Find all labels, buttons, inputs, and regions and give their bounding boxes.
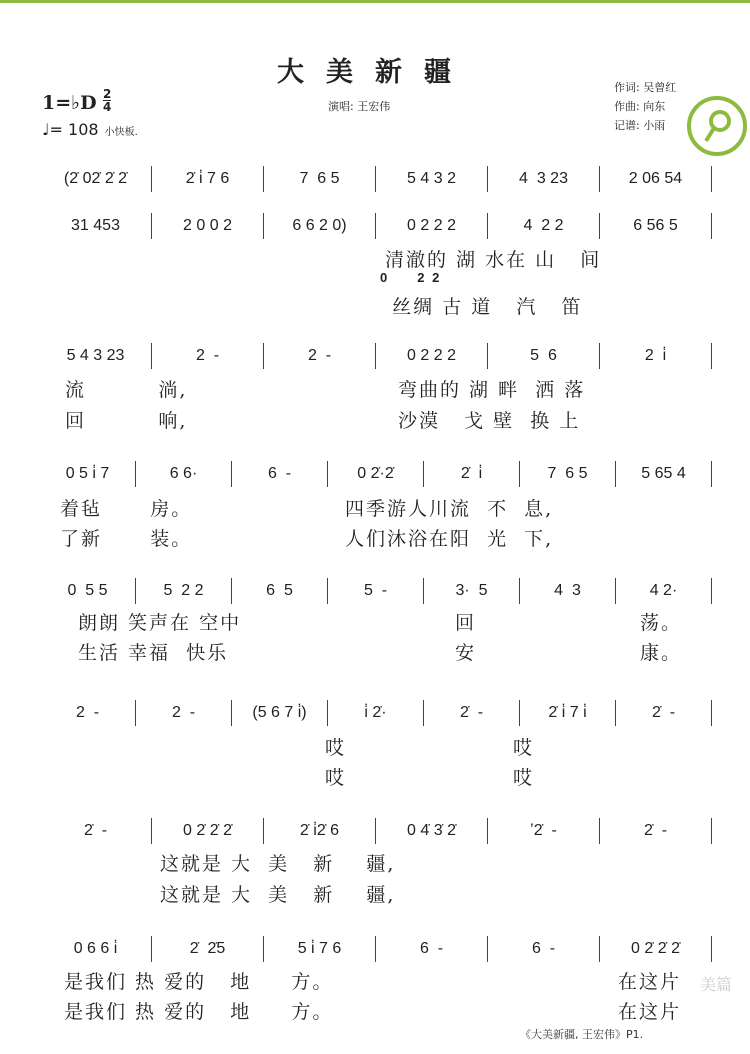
measure: 2 -	[152, 343, 264, 369]
measure: 2̇ -	[600, 818, 712, 844]
composer: 作曲: 向东	[614, 100, 666, 113]
measure: 3· 5	[424, 578, 520, 604]
measure: 7 6 5	[520, 461, 616, 487]
pickup-notes: 0 2 2	[380, 270, 442, 285]
measure: 6 -	[488, 936, 600, 962]
time-top: 2	[103, 87, 112, 101]
measure: 0 5 i̇ 7	[40, 461, 136, 487]
lyric-line: 在这片	[618, 971, 682, 993]
measure: 2 -	[136, 700, 232, 726]
lyric-line: 哎	[513, 737, 535, 759]
measure: i̇ 2̇·	[328, 700, 424, 726]
lyric-line: 哎	[325, 737, 347, 759]
measure: 0 2 2 2	[376, 213, 488, 239]
measure: 6 6 2 0)	[264, 213, 376, 239]
top-accent-bar	[0, 0, 750, 3]
measure: 2̇ -	[616, 700, 712, 726]
time-bottom: 4	[103, 100, 112, 114]
lyric-line: 人们沐浴在阳 光 下,	[345, 528, 554, 550]
measure: 6 5	[232, 578, 328, 604]
lyric-line: 清澈的 湖 水在 山 间	[385, 249, 602, 271]
lyric-line: 弯曲的 湖 畔 洒 落	[398, 379, 586, 401]
staff-row	[40, 578, 712, 604]
lyric-line: 这就是 大 美 新 疆,	[160, 884, 396, 906]
tempo	[42, 120, 138, 139]
lyric-line: 着毡 房。	[60, 498, 193, 520]
measure: 0 6 6 i̇	[40, 936, 152, 962]
measure: 6 -	[376, 936, 488, 962]
measure: 4 3	[520, 578, 616, 604]
lyric-line: 康。	[640, 642, 683, 664]
lyric-line: 流 淌,	[65, 379, 188, 401]
staff-row	[40, 343, 712, 369]
measure: 0 4̇ 3̇ 2̇	[376, 818, 488, 844]
measure: 2 0 0 2	[152, 213, 264, 239]
measure: 4 3 23	[488, 166, 600, 192]
lyric-line: 回 响,	[65, 410, 188, 432]
staff-row	[40, 166, 712, 192]
measure: 4 2 2	[488, 213, 600, 239]
measure: 5 6	[488, 343, 600, 369]
watermark: 美篇	[700, 975, 733, 994]
measure: 6 -	[232, 461, 328, 487]
lyricist: 作词: 吴曾红	[614, 81, 677, 94]
time-signature	[103, 88, 111, 113]
staff-row	[40, 461, 712, 487]
measure: 2 -	[40, 700, 136, 726]
measure: 2̇ i̇2̇ 6	[264, 818, 376, 844]
lyric-line: 朗朗 笑声在 空中	[78, 612, 242, 634]
measure: 5 -	[328, 578, 424, 604]
measure: 5 4 3 2	[376, 166, 488, 192]
page-footer: 《大美新疆, 王宏伟》P1.	[520, 1028, 644, 1041]
lyric-line: 生活 幸福 快乐	[78, 642, 229, 664]
measure: 5 2 2	[136, 578, 232, 604]
lyric-line: 哎	[325, 767, 347, 789]
measure: 2̇ i̇	[424, 461, 520, 487]
lyric-line: 安	[455, 642, 477, 664]
staff-row	[40, 213, 712, 239]
measure: 6 56 5	[600, 213, 712, 239]
measure: (5 6 7 i̇)	[232, 700, 328, 726]
measure: 2̇ -	[424, 700, 520, 726]
measure: 5 65 4	[616, 461, 712, 487]
lyric-line: 荡。	[640, 612, 683, 634]
measure: 0 2̇ 2̇ 2̇	[152, 818, 264, 844]
lyric-line: 在这片	[618, 1001, 682, 1023]
measure: 2 -	[264, 343, 376, 369]
singer: 演唱: 王宏伟	[328, 100, 391, 113]
tempo-marking: 小快板.	[104, 127, 138, 138]
player-logo-icon[interactable]	[686, 95, 748, 157]
song-title: 大美新疆	[277, 57, 473, 88]
lyric-line: 哎	[513, 767, 535, 789]
lyric-line: 是我们 热 爱的 地 方。	[64, 1001, 334, 1023]
measure: 4 2·	[616, 578, 712, 604]
measure: 2 06 54	[600, 166, 712, 192]
lyric-line: 了新 装。	[60, 528, 193, 550]
credits	[614, 78, 676, 135]
measure: 0 5 5	[40, 578, 136, 604]
measure: (2̇ 02̇ 2̇ 2̇	[40, 166, 152, 192]
key-signature: 1=♭D	[42, 92, 97, 114]
staff-row	[40, 818, 712, 844]
measure: 2̇ 2̇5	[152, 936, 264, 962]
measure: 2 i̇	[600, 343, 712, 369]
lyric-line: 丝绸 古 道 汽 笛	[360, 296, 583, 318]
staff-row	[40, 700, 712, 726]
lyric-line: 是我们 热 爱的 地 方。	[64, 971, 334, 993]
measure: 5 4 3 23	[40, 343, 152, 369]
transcriber: 记谱: 小雨	[614, 119, 666, 132]
measure: 2̇ -	[40, 818, 152, 844]
measure: 2̇ i̇ 7 i̇	[520, 700, 616, 726]
measure: 0 2̇·2̇	[328, 461, 424, 487]
tempo-value: ♩= 108	[42, 120, 99, 139]
measure: 2̇ i̇ 7 6	[152, 166, 264, 192]
lyric-line: 四季游人川流 不 息,	[345, 498, 554, 520]
lyric-line: 回	[455, 612, 477, 634]
measure: 5 i̇ 7 6	[264, 936, 376, 962]
measure: ʼ2̇ -	[488, 818, 600, 844]
measure: 0 2 2 2	[376, 343, 488, 369]
lyric-line: 这就是 大 美 新 疆,	[160, 853, 396, 875]
measure: 0 2̇ 2̇ 2̇	[600, 936, 712, 962]
staff-row	[40, 936, 712, 962]
measure: 6 6·	[136, 461, 232, 487]
measure: 31 453	[40, 213, 152, 239]
lyric-line: 沙漠 戈 壁 换 上	[398, 410, 581, 432]
measure: 7 6 5	[264, 166, 376, 192]
